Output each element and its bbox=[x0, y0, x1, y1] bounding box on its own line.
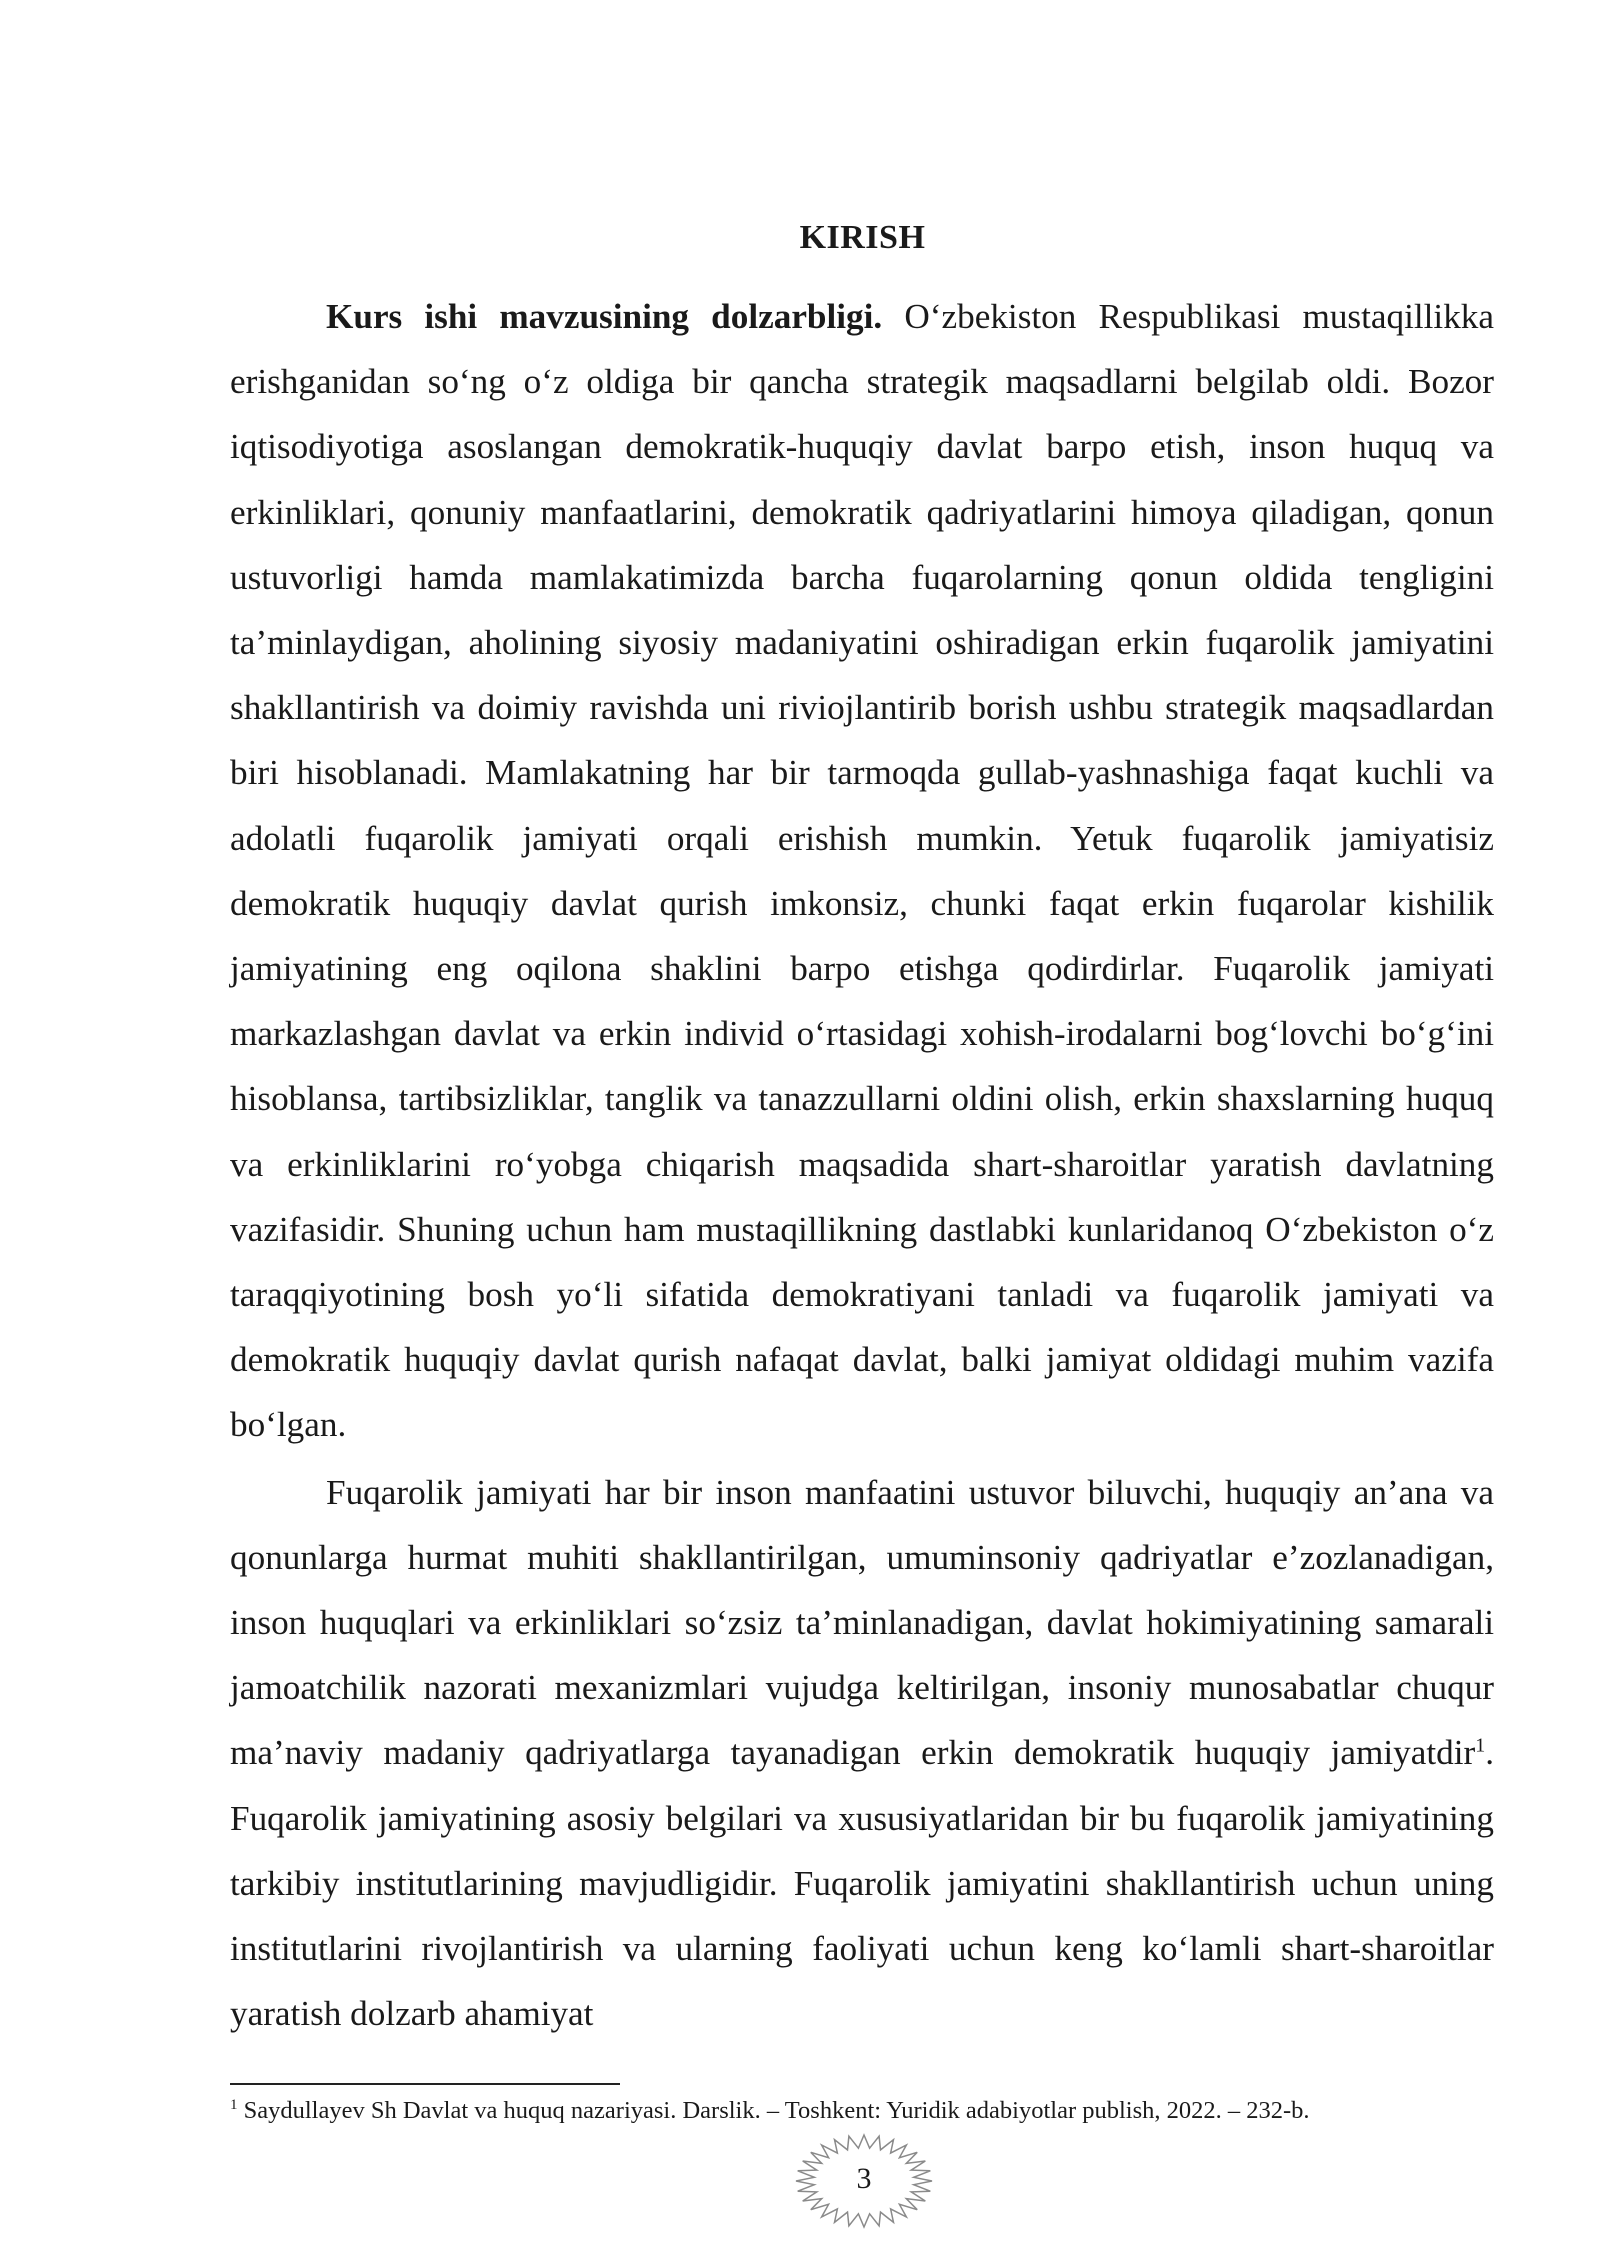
body-text bbox=[230, 284, 1494, 2046]
page-number: 3 bbox=[856, 2162, 872, 2195]
section-heading: KIRISH bbox=[799, 219, 926, 256]
paragraph-civil-society bbox=[230, 1460, 1494, 2047]
footnote-text: Saydullayev Sh Davlat va huquq nazariyasi. Darslik. – Toshkent: Yuridik adabiyotlar publish, 2022. – 232-b. bbox=[237, 2097, 1310, 2124]
paragraph-lead-bold: Kurs ishi mavzusining dolzarbligi. bbox=[326, 297, 883, 336]
paragraph-text: O‘zbekiston Respublikasi mustaqillikka erishganidan so‘ng o‘z oldiga bir qancha strategik maqsadlarni belgilab oldi. Bozor iqtisodiyotiga asoslangan demokratik-huquqiy davlat barpo etish, inson huquq va erkinliklari, qonuniy manfaatlarini, demokratik qadriyatlarini himoya qiladigan, qonun ustuvorligi hamda mamlakatimizda barcha fuqarolarning qonun oldida tengligini ta’minlaydigan, aholining siyosiy madaniyatini oshiradigan erkin fuqarolik jamiyatini shakllantirish va doimiy ravishda uni riviojlantirib borish ushbu strategik maqsadlardan biri hisoblanadi. Mamlakatning har bir tarmoqda gullab-yashnashiga faqat kuchli va adolatli fuqarolik jamiyati orqali erishish mumkin. Yetuk fuqarolik jamiyatisiz demokratik huquqiy davlat qurish imkonsiz, chunki faqat erkin fuqarolar kishilik jamiyatining eng oqilona shaklini barpo etishga qodirdirlar. Fuqarolik jamiyati markazlashgan davlat va erkin individ o‘rtasidagi xohish-irodalarni bog‘lovchi bo‘g‘ini hisoblansa, tartibsizliklar, tanglik va tanazzullarni oldini olish, erkin shaxslarning huquq va erkinliklarini ro‘yobga chiqarish maqsadida shart-sharoitlar yaratish davlatning vazifasidir. Shuning uchun ham mustaqillikning dastlabki kunlaridanoq O‘zbekiston o‘z taraqqiyotining bosh yo‘li sifatida demokratiyani tanladi va fuqarolik jamiyati va demokratik huquqiy davlat qurish nafaqat davlat, balki jamiyat oldidagi muhim vazifa bo‘lgan. bbox=[230, 297, 1495, 1445]
paragraph-text-continued: . Fuqarolik jamiyatining asosiy belgilari va xususiyatlaridan bir bu fuqarolik jamiyatining tarkibiy institutlarining mavjudligidir. Fuqarolik jamiyatini shakllantirish uchun uning institutlarini rivojlantirish va ularning faoliyati uchun keng ko‘lamli shart-sharoitlar yaratish dolzarb ahamiyat bbox=[230, 1733, 1494, 2034]
footnote-reference[interactable]: 1 bbox=[1475, 1734, 1486, 1757]
footnote-mark: 1 bbox=[230, 2096, 238, 2113]
paragraph-relevance bbox=[230, 284, 1494, 1458]
footnote-separator bbox=[230, 2083, 620, 2085]
paragraph-text: Fuqarolik jamiyati har bir inson manfaatini ustuvor biluvchi, huquqiy an’ana va qonunlarga hurmat muhiti shakllantirilgan, umuminsoniy qadriyatlar e’zozlanadigan, inson huquqlari va erkinliklari so‘zsiz ta’minlanadigan, davlat hokimiyatining samarali jamoatchilik nazorati mexanizmlari vujudga keltirilgan, insoniy munosabatlar chuqur ma’naviy madaniy qadriyatlarga tayanadigan erkin demokratik huquqiy jamiyatdir bbox=[230, 1472, 1494, 1773]
footnote bbox=[230, 2095, 1494, 2127]
page-number-badge bbox=[789, 2130, 939, 2232]
